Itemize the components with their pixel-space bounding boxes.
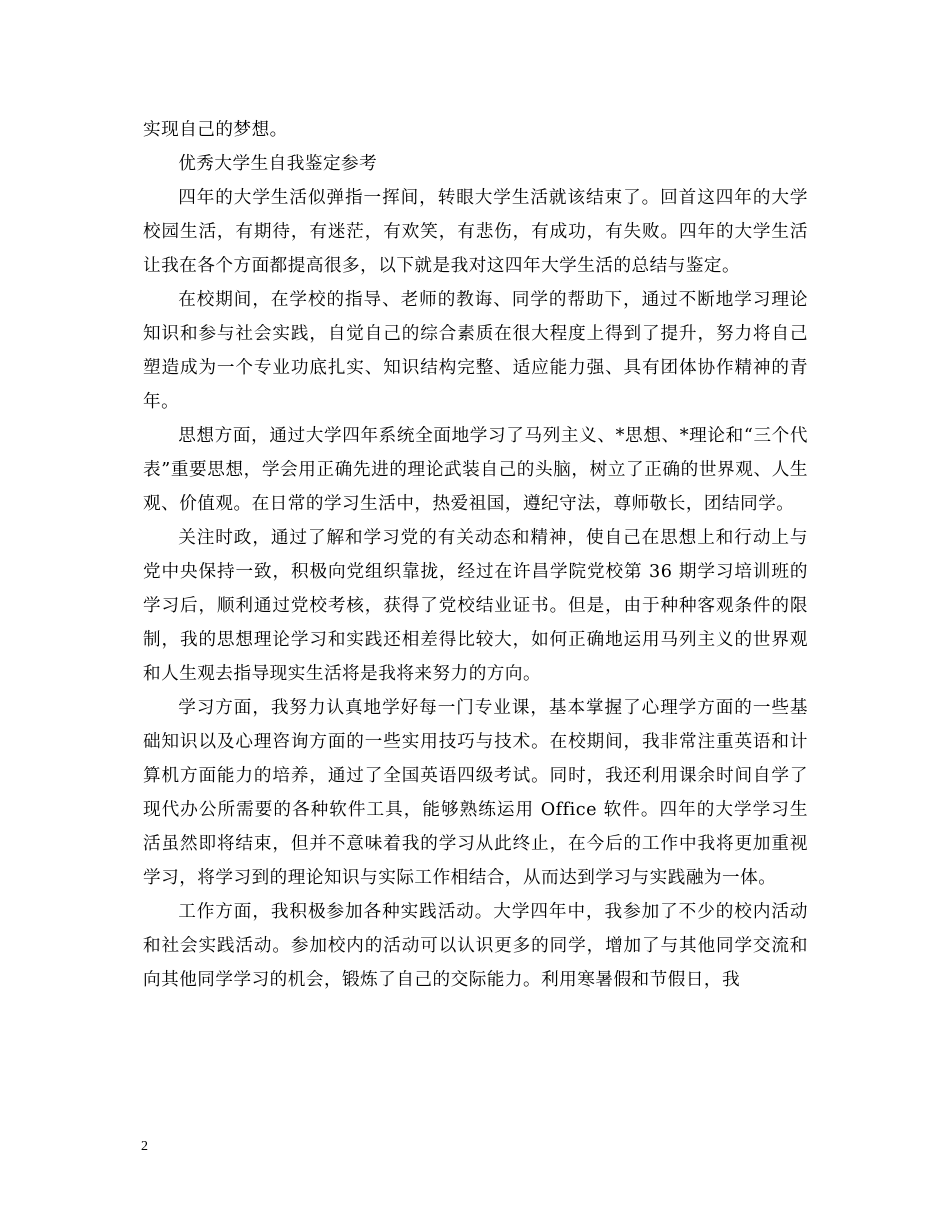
paragraph-continuation: 实现自己的梦想。 (143, 120, 288, 140)
paragraph-ideology: 思想方面，通过大学四年系统全面地学习了马列主义、*思想、*理论和“三个代表”重要思想，学会用正确先进的理论武装自己的头脑，树立了正确的世界观、人生观、价值观。在日常的学习生活中，热爱祖国，遵纪守法，尊师敬长，团结同学。 (143, 426, 808, 514)
paragraph-intro: 四年的大学生活似弹指一挥间，转眼大学生活就该结束了。回首这四年的大学校园生活，有期待，有迷茫，有欢笑，有悲伤，有成功，有失败。四年的大学生活让我在各个方面都提高很多，以下就是我对这四年大学生活的总结与鉴定。 (143, 188, 808, 276)
section-heading: 优秀大学生自我鉴定参考 (178, 154, 378, 174)
page-number: 2 (141, 1139, 148, 1154)
document-body (143, 113, 808, 997)
paragraph-current-affairs: 关注时政，通过了解和学习党的有关动态和精神，使自己在思想上和行动上与党中央保持一致，积极向党组织靠拢，经过在许昌学院党校第 36 期学习培训班的学习后，顺利通过党校考核，获得了党校结业证书。但是，由于种种客观条件的限制，我的思想理论学习和实践还相差得比较大，如何正确地运用马列主义的世界观和人生观去指导现实生活将是我将来努力的方向。 (143, 528, 808, 684)
paragraph-work: 工作方面，我积极参加各种实践活动。大学四年中，我参加了不少的校内活动和社会实践活动。参加校内的活动可以认识更多的同学，增加了与其他同学交流和向其他同学学习的机会，锻炼了自己的交际能力。利用寒暑假和节假日，我 (143, 902, 808, 990)
paragraph-study: 学习方面，我努力认真地学好每一门专业课，基本掌握了心理学方面的一些基础知识以及心理咨询方面的一些实用技巧与技术。在校期间，我非常注重英语和计算机方面能力的培养，通过了全国英语四级考试。同时，我还利用课余时间自学了现代办公所需要的各种软件工具，能够熟练运用 Office 软件。四年的大学学习生活虽然即将结束，但并不意味着我的学习从此终止，在今后的工作中我将更加重视学习，将学习到的理论知识与实际工作相结合，从而达到学习与实践融为一体。 (143, 698, 808, 888)
paragraph-school-period: 在校期间，在学校的指导、老师的教诲、同学的帮助下，通过不断地学习理论知识和参与社会实践，自觉自己的综合素质在很大程度上得到了提升，努力将自己塑造成为一个专业功底扎实、知识结构完整、适应能力强、具有团体协作精神的青年。 (143, 290, 808, 412)
